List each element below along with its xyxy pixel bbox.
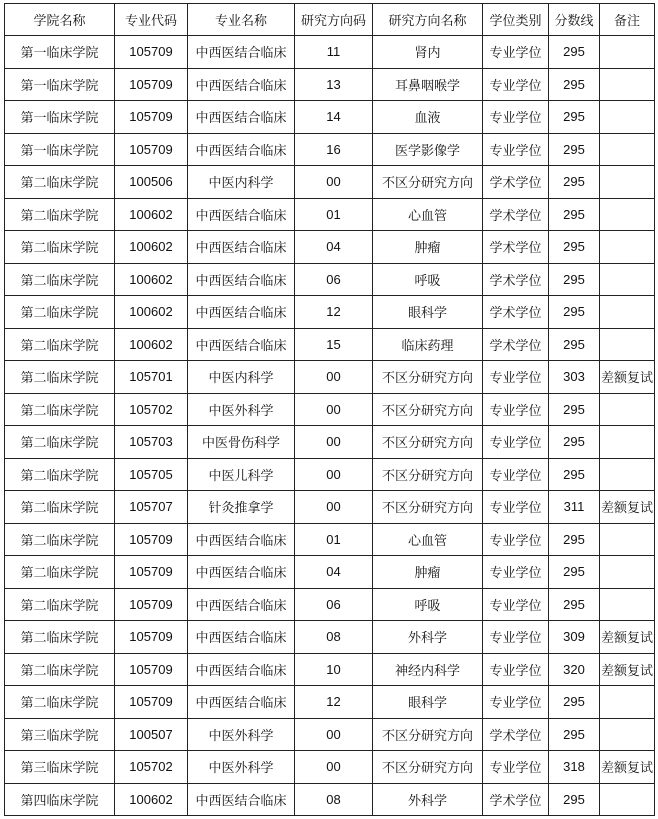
cell-direction-code: 08 xyxy=(295,621,373,654)
cell-college-name: 第二临床学院 xyxy=(5,458,115,491)
cell-major-name: 中医内科学 xyxy=(188,361,295,394)
cell-major-name: 中西医结合临床 xyxy=(188,556,295,589)
cell-direction-name: 临床药理 xyxy=(373,328,483,361)
cell-major-name: 中西医结合临床 xyxy=(188,328,295,361)
cell-direction-name: 心血管 xyxy=(373,198,483,231)
cell-college-name: 第二临床学院 xyxy=(5,263,115,296)
cell-direction-name: 外科学 xyxy=(373,621,483,654)
cell-degree-type: 学术学位 xyxy=(483,718,549,751)
header-score-line: 分数线 xyxy=(549,4,600,36)
table-row xyxy=(5,133,655,166)
cell-major-code: 105701 xyxy=(115,361,188,394)
cell-major-name: 中西医结合临床 xyxy=(188,783,295,816)
cell-score-line: 295 xyxy=(549,231,600,264)
cell-major-code: 105709 xyxy=(115,133,188,166)
cell-college-name: 第三临床学院 xyxy=(5,718,115,751)
cell-major-code: 100602 xyxy=(115,231,188,264)
table-row xyxy=(5,491,655,524)
cell-major-name: 中医外科学 xyxy=(188,393,295,426)
cell-direction-code: 00 xyxy=(295,166,373,199)
cell-college-name: 第一临床学院 xyxy=(5,101,115,134)
table-row xyxy=(5,263,655,296)
cell-direction-code: 00 xyxy=(295,751,373,784)
cell-major-code: 100602 xyxy=(115,296,188,329)
cell-score-line: 295 xyxy=(549,523,600,556)
cell-note xyxy=(600,458,655,491)
header-row xyxy=(5,4,655,36)
cell-direction-name: 心血管 xyxy=(373,523,483,556)
cell-degree-type: 学术学位 xyxy=(483,231,549,264)
table-row xyxy=(5,718,655,751)
cell-direction-code: 00 xyxy=(295,718,373,751)
cell-college-name: 第二临床学院 xyxy=(5,523,115,556)
cell-degree-type: 学术学位 xyxy=(483,783,549,816)
cell-degree-type: 专业学位 xyxy=(483,101,549,134)
cell-direction-name: 眼科学 xyxy=(373,686,483,719)
cell-major-name: 中西医结合临床 xyxy=(188,686,295,719)
cell-major-code: 105709 xyxy=(115,556,188,589)
cell-score-line: 295 xyxy=(549,263,600,296)
cell-degree-type: 专业学位 xyxy=(483,36,549,69)
cell-direction-code: 12 xyxy=(295,296,373,329)
cell-direction-name: 不区分研究方向 xyxy=(373,491,483,524)
cell-major-code: 105709 xyxy=(115,101,188,134)
cell-note xyxy=(600,101,655,134)
cell-direction-code: 06 xyxy=(295,588,373,621)
cell-direction-code: 01 xyxy=(295,523,373,556)
cell-college-name: 第二临床学院 xyxy=(5,686,115,719)
cell-major-name: 中西医结合临床 xyxy=(188,231,295,264)
cell-note xyxy=(600,198,655,231)
cell-note: 差额复试 xyxy=(600,361,655,394)
cell-direction-name: 不区分研究方向 xyxy=(373,426,483,459)
table-row xyxy=(5,393,655,426)
cell-major-name: 中西医结合临床 xyxy=(188,133,295,166)
header-major-name: 专业名称 xyxy=(188,4,295,36)
cell-note xyxy=(600,231,655,264)
table-row xyxy=(5,36,655,69)
cell-major-name: 中西医结合临床 xyxy=(188,296,295,329)
cell-score-line: 295 xyxy=(549,101,600,134)
cell-direction-code: 12 xyxy=(295,686,373,719)
cell-major-code: 105702 xyxy=(115,751,188,784)
cell-direction-code: 11 xyxy=(295,36,373,69)
cell-score-line: 295 xyxy=(549,686,600,719)
cell-major-name: 中西医结合临床 xyxy=(188,263,295,296)
table-row xyxy=(5,361,655,394)
cell-degree-type: 专业学位 xyxy=(483,458,549,491)
cell-direction-code: 04 xyxy=(295,556,373,589)
cell-direction-code: 00 xyxy=(295,426,373,459)
cell-direction-code: 00 xyxy=(295,361,373,394)
cell-major-code: 105709 xyxy=(115,621,188,654)
cell-score-line: 295 xyxy=(549,36,600,69)
cell-major-name: 中西医结合临床 xyxy=(188,523,295,556)
score-table xyxy=(4,3,655,816)
cell-degree-type: 专业学位 xyxy=(483,588,549,621)
cell-college-name: 第一临床学院 xyxy=(5,36,115,69)
cell-degree-type: 专业学位 xyxy=(483,426,549,459)
cell-direction-name: 血液 xyxy=(373,101,483,134)
cell-degree-type: 专业学位 xyxy=(483,393,549,426)
table-row xyxy=(5,556,655,589)
cell-college-name: 第二临床学院 xyxy=(5,296,115,329)
cell-note xyxy=(600,523,655,556)
table-row xyxy=(5,588,655,621)
cell-direction-name: 不区分研究方向 xyxy=(373,393,483,426)
cell-college-name: 第一临床学院 xyxy=(5,68,115,101)
cell-direction-name: 不区分研究方向 xyxy=(373,458,483,491)
cell-direction-name: 不区分研究方向 xyxy=(373,718,483,751)
cell-note xyxy=(600,328,655,361)
header-degree-type: 学位类别 xyxy=(483,4,549,36)
cell-major-code: 100507 xyxy=(115,718,188,751)
cell-score-line: 295 xyxy=(549,718,600,751)
cell-direction-name: 呼吸 xyxy=(373,263,483,296)
cell-note: 差额复试 xyxy=(600,621,655,654)
cell-note xyxy=(600,393,655,426)
cell-direction-code: 08 xyxy=(295,783,373,816)
cell-direction-name: 不区分研究方向 xyxy=(373,751,483,784)
cell-score-line: 295 xyxy=(549,426,600,459)
cell-direction-name: 眼科学 xyxy=(373,296,483,329)
cell-score-line: 295 xyxy=(549,783,600,816)
cell-direction-code: 06 xyxy=(295,263,373,296)
cell-major-code: 100602 xyxy=(115,328,188,361)
cell-score-line: 295 xyxy=(549,166,600,199)
cell-college-name: 第二临床学院 xyxy=(5,621,115,654)
cell-note xyxy=(600,588,655,621)
table-row xyxy=(5,101,655,134)
cell-score-line: 295 xyxy=(549,328,600,361)
cell-note: 差额复试 xyxy=(600,751,655,784)
cell-major-code: 105702 xyxy=(115,393,188,426)
cell-major-code: 100602 xyxy=(115,198,188,231)
table-row xyxy=(5,328,655,361)
cell-score-line: 295 xyxy=(549,68,600,101)
cell-degree-type: 学术学位 xyxy=(483,198,549,231)
cell-score-line: 295 xyxy=(549,198,600,231)
cell-score-line: 309 xyxy=(549,621,600,654)
cell-note xyxy=(600,556,655,589)
cell-major-code: 100602 xyxy=(115,263,188,296)
cell-degree-type: 学术学位 xyxy=(483,296,549,329)
cell-college-name: 第二临床学院 xyxy=(5,556,115,589)
header-direction-name: 研究方向名称 xyxy=(373,4,483,36)
cell-direction-name: 肿瘤 xyxy=(373,231,483,264)
cell-direction-code: 04 xyxy=(295,231,373,264)
cell-note xyxy=(600,686,655,719)
cell-degree-type: 专业学位 xyxy=(483,686,549,719)
cell-direction-code: 14 xyxy=(295,101,373,134)
cell-score-line: 295 xyxy=(549,458,600,491)
table-row xyxy=(5,783,655,816)
cell-direction-name: 呼吸 xyxy=(373,588,483,621)
cell-college-name: 第二临床学院 xyxy=(5,393,115,426)
score-table-container xyxy=(4,3,655,816)
cell-degree-type: 学术学位 xyxy=(483,166,549,199)
cell-note xyxy=(600,426,655,459)
cell-major-code: 105709 xyxy=(115,523,188,556)
cell-major-code: 105709 xyxy=(115,68,188,101)
cell-major-name: 中西医结合临床 xyxy=(188,198,295,231)
cell-college-name: 第二临床学院 xyxy=(5,491,115,524)
cell-degree-type: 专业学位 xyxy=(483,621,549,654)
cell-major-name: 中西医结合临床 xyxy=(188,621,295,654)
cell-note xyxy=(600,36,655,69)
cell-degree-type: 专业学位 xyxy=(483,133,549,166)
cell-major-code: 105703 xyxy=(115,426,188,459)
table-row xyxy=(5,458,655,491)
cell-major-name: 中医儿科学 xyxy=(188,458,295,491)
header-major-code: 专业代码 xyxy=(115,4,188,36)
cell-college-name: 第四临床学院 xyxy=(5,783,115,816)
cell-direction-code: 15 xyxy=(295,328,373,361)
cell-note xyxy=(600,68,655,101)
cell-major-code: 105709 xyxy=(115,653,188,686)
cell-college-name: 第二临床学院 xyxy=(5,166,115,199)
cell-major-code: 100506 xyxy=(115,166,188,199)
cell-direction-code: 16 xyxy=(295,133,373,166)
cell-major-name: 中医外科学 xyxy=(188,751,295,784)
header-note: 备注 xyxy=(600,4,655,36)
cell-note: 差额复试 xyxy=(600,653,655,686)
cell-direction-name: 肾内 xyxy=(373,36,483,69)
cell-degree-type: 专业学位 xyxy=(483,491,549,524)
cell-direction-code: 01 xyxy=(295,198,373,231)
cell-note xyxy=(600,263,655,296)
table-row xyxy=(5,198,655,231)
cell-note xyxy=(600,783,655,816)
cell-direction-code: 00 xyxy=(295,458,373,491)
table-row xyxy=(5,231,655,264)
cell-major-name: 中西医结合临床 xyxy=(188,68,295,101)
cell-degree-type: 专业学位 xyxy=(483,68,549,101)
cell-direction-name: 外科学 xyxy=(373,783,483,816)
cell-major-name: 中医外科学 xyxy=(188,718,295,751)
cell-degree-type: 专业学位 xyxy=(483,361,549,394)
cell-degree-type: 专业学位 xyxy=(483,751,549,784)
cell-direction-name: 耳鼻咽喉学 xyxy=(373,68,483,101)
cell-major-code: 105709 xyxy=(115,686,188,719)
cell-major-code: 100602 xyxy=(115,783,188,816)
cell-college-name: 第二临床学院 xyxy=(5,426,115,459)
cell-score-line: 295 xyxy=(549,588,600,621)
table-body xyxy=(5,36,655,816)
cell-degree-type: 学术学位 xyxy=(483,263,549,296)
cell-score-line: 295 xyxy=(549,393,600,426)
cell-direction-name: 不区分研究方向 xyxy=(373,166,483,199)
cell-major-name: 中西医结合临床 xyxy=(188,588,295,621)
cell-college-name: 第二临床学院 xyxy=(5,588,115,621)
cell-college-name: 第一临床学院 xyxy=(5,133,115,166)
cell-direction-name: 神经内科学 xyxy=(373,653,483,686)
cell-score-line: 295 xyxy=(549,133,600,166)
cell-score-line: 295 xyxy=(549,556,600,589)
cell-score-line: 320 xyxy=(549,653,600,686)
table-row xyxy=(5,426,655,459)
cell-major-name: 中医内科学 xyxy=(188,166,295,199)
cell-major-code: 105707 xyxy=(115,491,188,524)
cell-direction-name: 医学影像学 xyxy=(373,133,483,166)
cell-college-name: 第三临床学院 xyxy=(5,751,115,784)
cell-degree-type: 学术学位 xyxy=(483,328,549,361)
cell-major-name: 中医骨伤科学 xyxy=(188,426,295,459)
cell-major-code: 105709 xyxy=(115,588,188,621)
table-row xyxy=(5,296,655,329)
cell-major-name: 中西医结合临床 xyxy=(188,101,295,134)
header-college-name: 学院名称 xyxy=(5,4,115,36)
cell-note xyxy=(600,296,655,329)
cell-score-line: 311 xyxy=(549,491,600,524)
cell-college-name: 第二临床学院 xyxy=(5,361,115,394)
cell-college-name: 第二临床学院 xyxy=(5,198,115,231)
cell-degree-type: 专业学位 xyxy=(483,556,549,589)
cell-degree-type: 专业学位 xyxy=(483,653,549,686)
cell-major-name: 针灸推拿学 xyxy=(188,491,295,524)
cell-note xyxy=(600,166,655,199)
cell-direction-code: 10 xyxy=(295,653,373,686)
cell-major-code: 105705 xyxy=(115,458,188,491)
cell-major-name: 中西医结合临床 xyxy=(188,653,295,686)
cell-note: 差额复试 xyxy=(600,491,655,524)
cell-note xyxy=(600,133,655,166)
table-row xyxy=(5,68,655,101)
cell-direction-name: 不区分研究方向 xyxy=(373,361,483,394)
cell-note xyxy=(600,718,655,751)
cell-college-name: 第二临床学院 xyxy=(5,231,115,264)
cell-score-line: 303 xyxy=(549,361,600,394)
cell-direction-code: 13 xyxy=(295,68,373,101)
cell-direction-name: 肿瘤 xyxy=(373,556,483,589)
cell-major-code: 105709 xyxy=(115,36,188,69)
cell-college-name: 第二临床学院 xyxy=(5,328,115,361)
table-row xyxy=(5,653,655,686)
table-row xyxy=(5,686,655,719)
cell-score-line: 318 xyxy=(549,751,600,784)
cell-score-line: 295 xyxy=(549,296,600,329)
table-row xyxy=(5,166,655,199)
cell-major-name: 中西医结合临床 xyxy=(188,36,295,69)
table-row xyxy=(5,751,655,784)
table-row xyxy=(5,621,655,654)
cell-college-name: 第二临床学院 xyxy=(5,653,115,686)
cell-direction-code: 00 xyxy=(295,393,373,426)
cell-direction-code: 00 xyxy=(295,491,373,524)
table-row xyxy=(5,523,655,556)
header-direction-code: 研究方向码 xyxy=(295,4,373,36)
cell-degree-type: 专业学位 xyxy=(483,523,549,556)
